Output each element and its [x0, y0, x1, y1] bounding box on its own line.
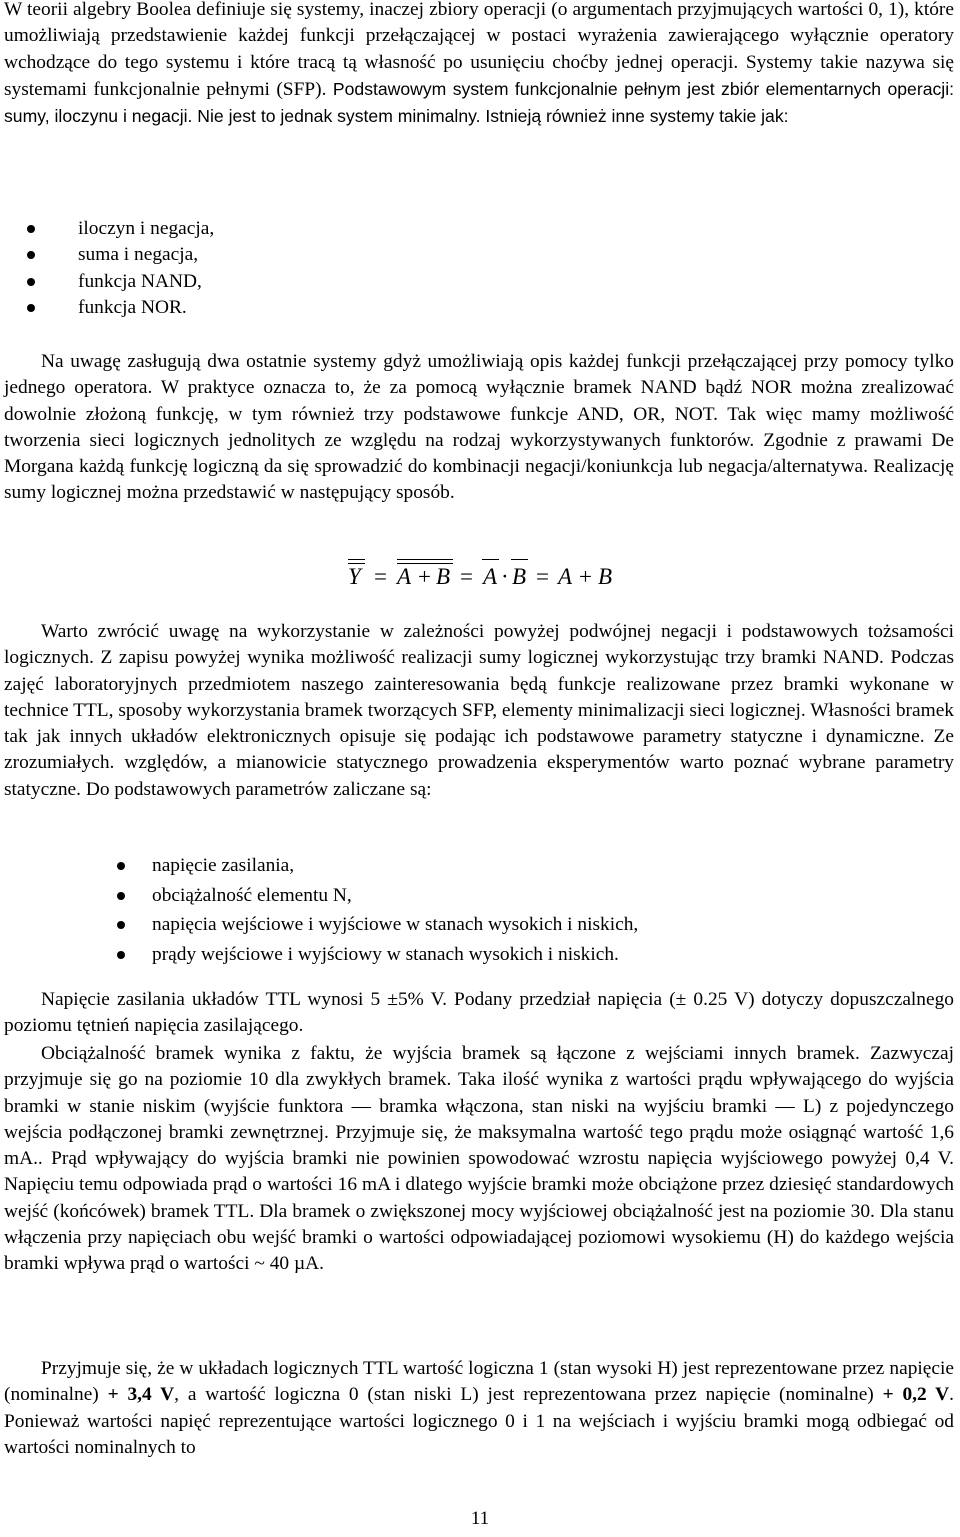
list-item [4, 269, 954, 295]
formula-b: B [598, 564, 613, 589]
bullet-icon [117, 921, 125, 929]
list-item-text: napięcie zasilania, [152, 855, 295, 876]
overline [348, 563, 365, 564]
formula-a: A [397, 564, 412, 589]
list-item-text: obciążalność elementu N, [152, 884, 352, 906]
page-number: 11 [470, 1508, 490, 1529]
paragraph-intro-part2: Podstawowym system funkcjonalnie pełnym jest zbiór elementarnych operacji: sumy, iloczynu i negacji. Nie jest to jednak system minimalny. Istnieją również inne systemy takie jak: [4, 78, 954, 127]
bullet-icon [117, 951, 125, 959]
de-morgan-formula [4, 550, 954, 600]
high-voltage-value: + 3,4 V [107, 1384, 175, 1406]
list-item [4, 216, 954, 242]
paragraph-fan-out: Obciążalność bramek wynika z faktu, że wyjścia bramek są łączone z wejściami innych bramek. Zazwyczaj przyjmuje się go na poziomie 10 dla zwykłych bramek. Taka ilość wynika z wartości prądu wpływającego do wyjścia bramki w stanie niskim (wyjście funktora — bramka włączona, stan niski na wyjściu bramki — L) z pojedynczego wejścia podłączonej bramki zewnętrznej. Przyjmuje się, że maksymalna wartość tego prądu może osiągnąć wartość 1,6 mA.. Prąd wpływający do wyjścia bramki nie powinien spowodować wzrostu napięcia wyjściowego powyżej 0,4 V. Napięciu temu odpowiada prąd o wartości 16 mA i dlatego wyjście bramki może obciążone przez dziesięć standardowych wejść (końcówek) bramek TTL. Dla bramek o zwiększonej mocy wyjściowej obciążalność jest na poziomie 30. Dla stanu włączenia przy napięciach obu wejść bramki o wartości odpowiadającej poziomowi wysokiemu (H) do każdego wejścia bramki wpływa prąd o wartości ~ 40 µA. [4, 1043, 954, 1275]
bullet-icon [27, 251, 35, 259]
list-item-text: funkcja NOR. [78, 296, 187, 318]
formula-a: A [558, 564, 573, 589]
list-item-text: iloczyn i negacja, [78, 218, 215, 239]
list-item-text: napięcia wejściowe i wyjściowe w stanach wysokich i niskich, [152, 914, 639, 936]
formula-equals: = [460, 564, 473, 589]
paragraph-text: Przyjmuje się, że w układach logicznych TTL wartość logiczna 1 (stan wysoki H) jest reprezentowane przez napięcie (nominalne) [4, 1358, 954, 1406]
bullet-icon [27, 304, 35, 312]
list-item [4, 910, 954, 940]
list-item-text: prądy wejściowe i wyjściowy w stanach wysokich i niskich. [152, 943, 619, 965]
list-item [4, 881, 954, 911]
bullet-icon [27, 225, 35, 233]
overline [348, 559, 365, 560]
list-item-text: funkcja NAND, [78, 270, 202, 292]
functional-systems-list [4, 216, 954, 321]
formula-plus: + [579, 564, 592, 589]
paragraph-nand-nor: Na uwagę zasługują dwa ostatnie systemy gdyż umożliwiają opis każdej funkcji przełączającej przy pomocy tylko jednego operatora. W praktyce oznacza to, że za pomocą wyłącznie bramek NAND bądź NOR można zrealizować dowolnie złożoną funkcję, w tym również trzy podstawowe funkcje AND, OR, NOT. Tak więc mamy możliwość tworzenia sieci logicznych jednolitych ze względu na rodzaj wykorzystywanych funktorów. Zgodnie z prawami De Morgana każdą funkcję logiczną da się sprowadzić do kombinacji negacji/koniunkcja lub negacja/alternatywa. Realizację sumy logicznej można przedstawić w następujący sposób. [4, 351, 954, 504]
formula-equals: = [536, 564, 549, 589]
formula-b: B [436, 564, 451, 589]
bullet-icon [117, 892, 125, 900]
low-voltage-value: + 0,2 V [882, 1384, 950, 1406]
overline [511, 559, 528, 560]
paragraph-intro-part1: W teorii algebry Boolea definiuje się systemy, inaczej zbiory operacji (o argumentach przyjmujących wartości 0, 1), które umożliwiają przedstawienie każdej funkcji przełączającej w postaci wyrażenia zawierającego wyłącznie operatory wchodzące do tego systemu i które tracą tą własność po usunięciu choćby jednej operacji. Systemy takie nazywa się systemami funkcjonalnie pełnymi (SFP). [4, 0, 954, 100]
formula-b: B [512, 564, 527, 589]
list-item [4, 295, 954, 321]
formula-plus: + [418, 564, 431, 589]
static-parameters-list [4, 851, 954, 969]
overline [397, 559, 453, 560]
list-item [4, 851, 954, 881]
formula-dot: · [501, 564, 509, 589]
bullet-icon [117, 862, 125, 870]
overline [482, 559, 499, 560]
paragraph-supply-voltage: Napięcie zasilania układów TTL wynosi 5 ±5% V. Podany przedział napięcia (± 0.25 V) dotyczy dopuszczalnego poziomu tętnień napięcia zasilającego. [4, 989, 954, 1037]
bullet-icon [27, 278, 35, 286]
paragraph-text: . Ponieważ wartości napięć reprezentujące wartości logicznego 0 i 1 na wejściach i wyjściu bramki mogą odbiegać od wartości nominalnych to [4, 1384, 955, 1458]
overline [397, 563, 453, 564]
list-item-text: suma i negacja, [78, 244, 199, 266]
formula-equals: = [374, 564, 387, 589]
paragraph-intro [4, 0, 954, 130]
paragraph-logic-levels [4, 1356, 954, 1461]
list-item [4, 242, 954, 268]
formula-a: A [483, 564, 498, 589]
paragraph-text: , a wartość logiczna 0 (stan niski L) jest reprezentowana przez napięcie (nominalne) [174, 1384, 883, 1406]
paragraph-static-parameters: Warto zwrócić uwagę na wykorzystanie w zależności powyżej podwójnej negacji i podstawowych tożsamości logicznych. Z zapisu powyżej wynika możliwość realizacji sumy logicznej wykorzystując trzy bramki NAND. Podczas zajęć laboratoryjnych przedmiotem naszego zainteresowania będą funkcje realizowane przez bramki wykonane w technice TTL, sposoby wykorzystania bramek tworzących SFP, elementy minimalizacji sieci logicznej. Własności bramek tak jak innych układów elektronicznych opisuje się podając ich podstawowe parametry statyczne i dynamiczne. Ze zrozumiałych. względów, a mianowicie statycznego prowadzenia eksperymentów warto poznać wybrane parametry statyczne. Do podstawowych parametrów zaliczane są: [4, 621, 954, 800]
formula-y: Y [348, 564, 361, 589]
list-item [4, 940, 954, 970]
